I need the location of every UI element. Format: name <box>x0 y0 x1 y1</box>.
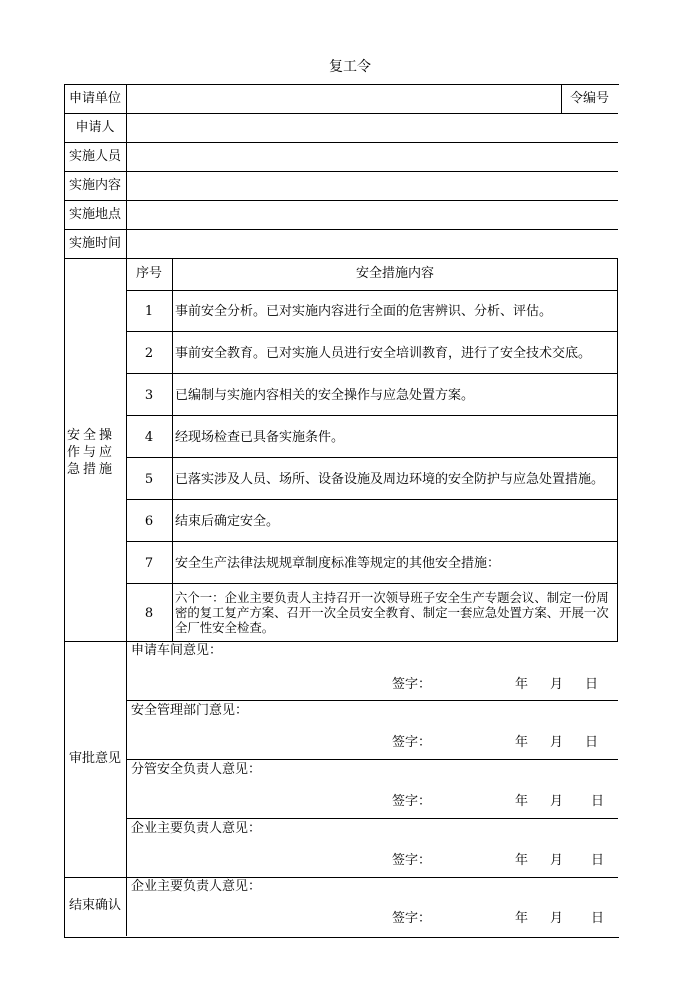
year-label: 年 <box>515 853 529 868</box>
item-text: 六个一：企业主要负责人主持召开一次领导班子安全生产专题会议、制定一份周密的复工复产方案、召开一次全员安全教育、制定一套应急处置方案、开展一次全厂性安全检查。 <box>175 590 609 635</box>
month-label: 月 <box>550 853 564 868</box>
workshop-opinion-label: 申请车间意见： <box>131 643 223 658</box>
item-number: 1 <box>144 304 154 319</box>
month-label: 月 <box>550 794 564 809</box>
safety-section-label: 安全操作与应急措施 <box>67 428 116 477</box>
item-number: 4 <box>144 430 154 445</box>
day-label: 日 <box>585 677 599 692</box>
approval-section-label: 审批意见 <box>68 751 121 766</box>
item-number: 2 <box>144 346 154 361</box>
location-label: 实施地点 <box>68 207 121 222</box>
item-number: 6 <box>144 514 154 529</box>
applicant-label: 申请人 <box>75 120 115 135</box>
item-text: 事前安全教育。已对实施人员进行安全培训教育，进行了安全技术交底。 <box>175 346 592 361</box>
closure-section-label: 结束确认 <box>68 898 121 913</box>
apply-unit-label: 申请单位 <box>68 91 121 106</box>
document-title: 复工令 <box>329 59 371 75</box>
order-no-label: 令编号 <box>569 91 609 106</box>
day-label: 日 <box>585 735 599 750</box>
item-number: 3 <box>144 388 154 403</box>
item-text: 结束后确定安全。 <box>175 514 280 529</box>
sign-label: 签字： <box>392 735 432 750</box>
content-column-header: 安全措施内容 <box>355 266 434 281</box>
item-text: 已编制与实施内容相关的安全操作与应急处置方案。 <box>175 388 475 403</box>
item-number: 7 <box>144 556 154 571</box>
sign-label: 签字： <box>392 794 432 809</box>
time-label: 实施时间 <box>68 236 121 251</box>
seq-column-header: 序号 <box>135 266 162 281</box>
content-label: 实施内容 <box>68 178 121 193</box>
item-text: 事前安全分析。已对实施内容进行全面的危害辨识、分析、评估。 <box>175 304 553 319</box>
item-text: 已落实涉及人员、场所、设备设施及周边环境的安全防护与应急处置措施。 <box>175 472 605 487</box>
year-label: 年 <box>515 794 529 809</box>
day-label: 日 <box>591 853 605 868</box>
safety-dept-opinion-label: 安全管理部门意见： <box>131 703 249 718</box>
sign-label: 签字： <box>392 911 432 926</box>
year-label: 年 <box>515 911 529 926</box>
year-label: 年 <box>515 677 529 692</box>
item-text: 经现场检查已具备实施条件。 <box>175 430 345 445</box>
item-number: 8 <box>144 606 154 621</box>
principal-opinion-label: 企业主要负责人意见： <box>131 821 262 836</box>
year-label: 年 <box>515 735 529 750</box>
safety-manager-opinion-label: 分管安全负责人意见： <box>131 762 262 777</box>
closure-opinion-label: 企业主要负责人意见： <box>131 879 262 894</box>
item-text: 安全生产法律法规规章制度标准等规定的其他安全措施： <box>175 556 501 571</box>
item-number: 5 <box>144 472 154 487</box>
month-label: 月 <box>550 677 564 692</box>
month-label: 月 <box>550 735 564 750</box>
sign-label: 签字： <box>392 677 432 692</box>
day-label: 日 <box>591 794 605 809</box>
implementers-label: 实施人员 <box>68 149 121 164</box>
sign-label: 签字： <box>392 853 432 868</box>
form-frame <box>64 84 619 938</box>
month-label: 月 <box>550 911 564 926</box>
day-label: 日 <box>591 911 605 926</box>
